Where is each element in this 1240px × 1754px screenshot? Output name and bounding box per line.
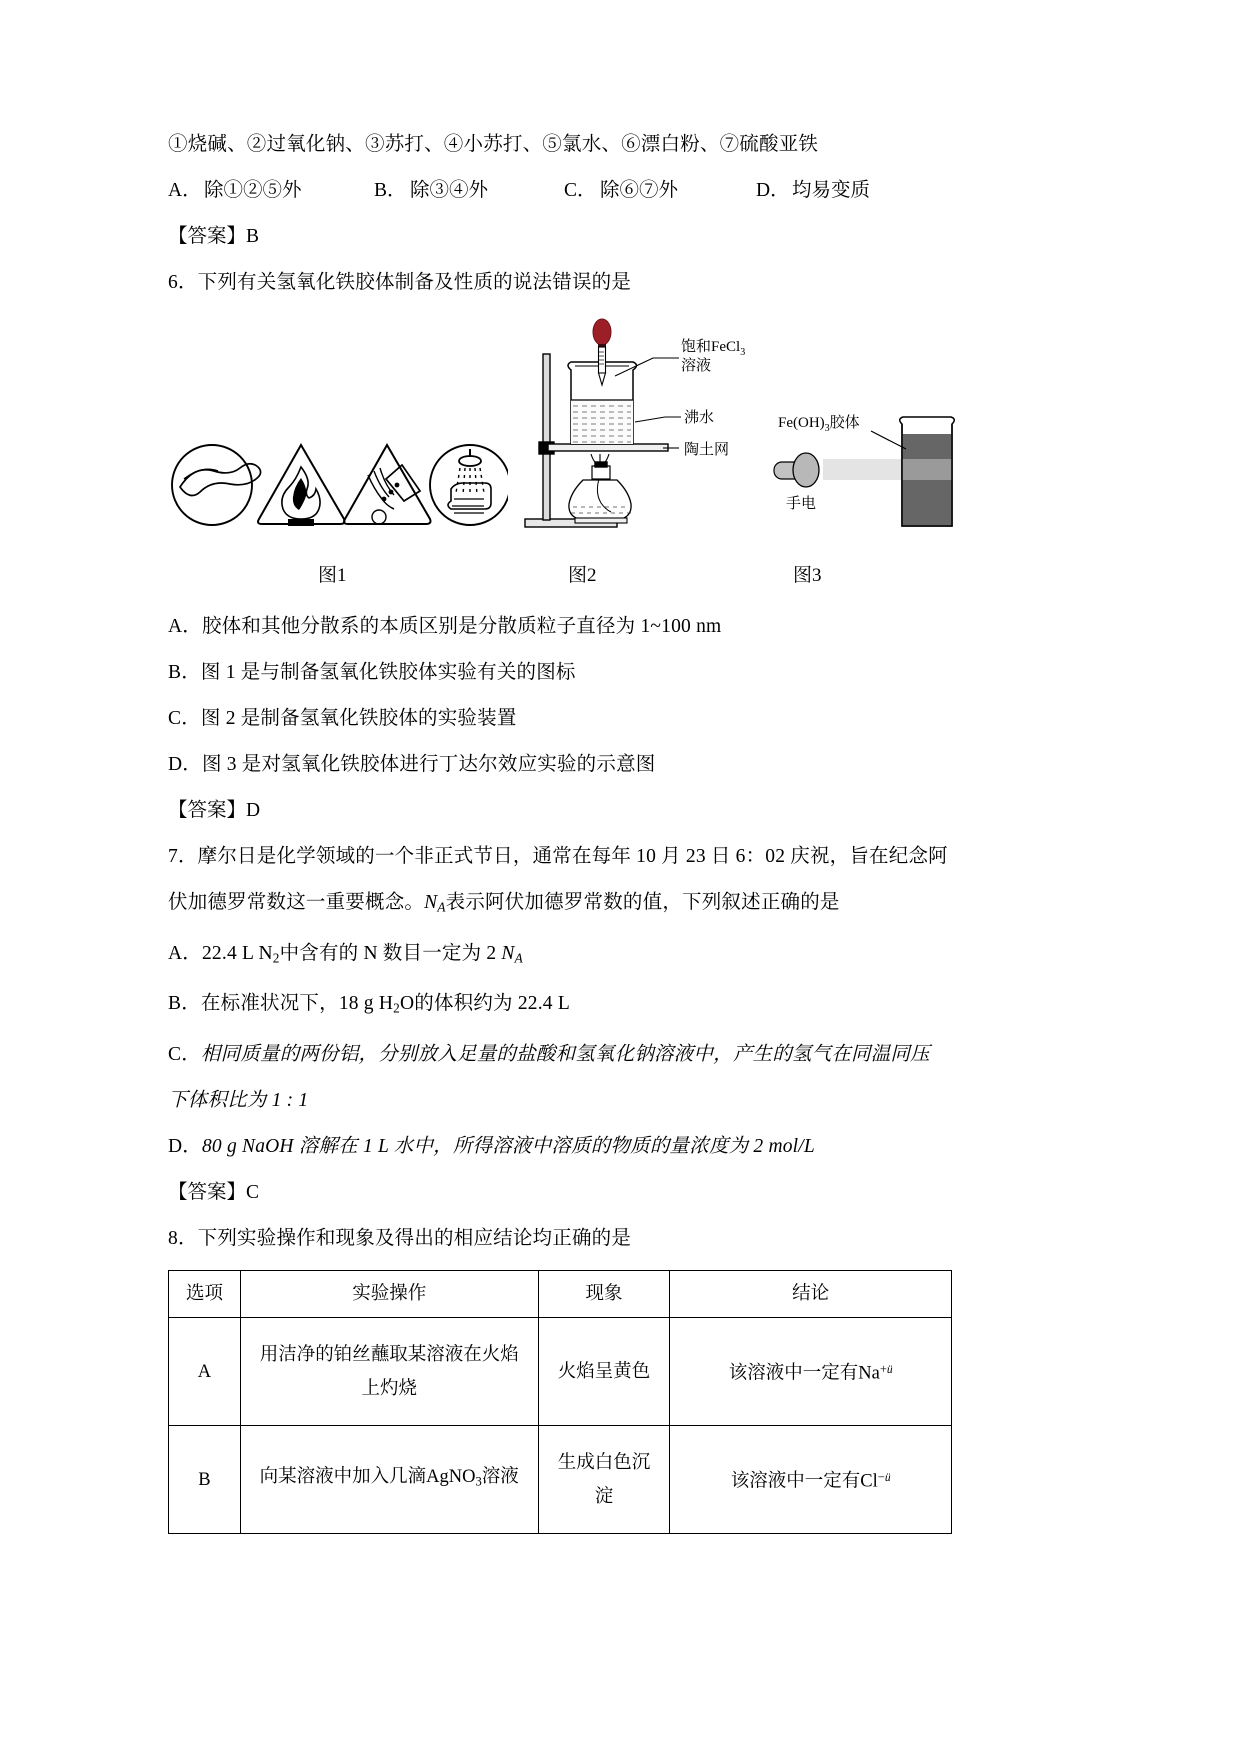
q6-number: 6． bbox=[168, 272, 198, 293]
alcohol-lamp bbox=[569, 454, 631, 523]
q7-answer-label: 【答案】 bbox=[168, 1182, 247, 1204]
q5-option-c-label: C． bbox=[564, 180, 597, 201]
safety-shower-icon bbox=[430, 445, 508, 525]
figure-2-caption: 图2 bbox=[568, 565, 597, 586]
q7-option-a bbox=[168, 931, 952, 982]
q6-figure-group bbox=[168, 310, 952, 560]
row-b-conclusion-text: 该溶液中一定有Cl bbox=[730, 1471, 878, 1492]
q6-answer-label: 【答案】 bbox=[168, 800, 247, 821]
q7-stem-2a: 伏加德罗常数这一重要概念。 bbox=[168, 892, 425, 913]
q6-option-b bbox=[168, 650, 952, 696]
q5-option-c-text: 除⑥⑦外 bbox=[600, 180, 679, 201]
open-flame-icon bbox=[258, 445, 345, 526]
q5-answer-label: 【答案】 bbox=[168, 226, 247, 247]
q5-answer-line bbox=[168, 214, 952, 260]
row-b-phenomenon-line2: 淀 bbox=[594, 1486, 614, 1507]
clay-net bbox=[548, 444, 668, 451]
q6-option-a-label: A． bbox=[168, 616, 202, 637]
label-boiling-water: 沸水 bbox=[684, 410, 715, 426]
q7-option-b-H-sub: 2 bbox=[393, 1001, 400, 1017]
row-a-option: A bbox=[169, 1318, 241, 1426]
q6-option-c-text: 图 2 是制备氢氧化铁胶体的实验装置 bbox=[200, 708, 517, 729]
q7-number: 7． bbox=[168, 846, 198, 867]
corrosive-hazard-icon bbox=[344, 445, 431, 524]
q6-stem-line bbox=[168, 260, 952, 306]
q5-option-d-label: D． bbox=[756, 180, 790, 201]
q7-option-c-label: C． bbox=[168, 1044, 201, 1066]
q6-option-a-text: 胶体和其他分散系的本质区别是分散质粒子直径为 1~100 nm bbox=[201, 616, 722, 637]
q6-option-d-text: 图 3 是对氢氧化铁胶体进行丁达尔效应实验的示意图 bbox=[201, 754, 656, 775]
table-header-option: 选项 bbox=[169, 1271, 241, 1318]
row-a-operation-line1: 用洁净的铂丝蘸取某溶液在火焰 bbox=[259, 1344, 519, 1365]
q7-option-d-label: D． bbox=[168, 1136, 202, 1158]
label-solution: 溶液 bbox=[681, 358, 712, 374]
q7-option-c-text1: 相同质量的两份铝，分别放入足量的盐酸和氢氧化钠溶液中，产生的氢气在同温同压 bbox=[200, 1044, 930, 1066]
stand-rod bbox=[543, 354, 550, 520]
leader-line-water bbox=[635, 417, 681, 422]
q7-option-c-line1 bbox=[168, 1032, 952, 1078]
q7-option-a-N2: N bbox=[258, 942, 273, 964]
row-b-operation bbox=[240, 1426, 538, 1534]
q6-answer-line bbox=[168, 788, 952, 834]
q7-option-a-NA: N bbox=[501, 942, 515, 964]
q7-answer-line bbox=[168, 1170, 952, 1216]
row-b-conclusion-note: ü bbox=[884, 1472, 891, 1485]
row-b-phenomenon bbox=[538, 1426, 670, 1534]
row-a-conclusion-text: 该溶液中一定有Na bbox=[728, 1363, 880, 1384]
row-b-option: B bbox=[169, 1426, 241, 1534]
q6-option-d bbox=[168, 742, 952, 788]
light-beam bbox=[823, 459, 905, 480]
row-a-conclusion-note: ü bbox=[886, 1364, 893, 1377]
row-a-conclusion bbox=[670, 1318, 952, 1426]
row-b-conclusion-charge: − bbox=[877, 1470, 885, 1485]
q7-stem-line-2 bbox=[168, 880, 952, 931]
q7-option-a-p1: 22.4 L bbox=[201, 942, 259, 964]
table-row bbox=[169, 1318, 952, 1426]
q5-option-d-text: 均易变质 bbox=[792, 180, 871, 201]
q6-option-b-text: 图 1 是与制备氢氧化铁胶体实验有关的图标 bbox=[200, 662, 576, 683]
row-b-phenomenon-line1: 生成白色沉 bbox=[557, 1452, 651, 1473]
q6-option-d-label: D． bbox=[168, 754, 202, 775]
q6-answer-value: D bbox=[246, 800, 261, 821]
q8-table bbox=[168, 1270, 952, 1534]
q6-option-c bbox=[168, 696, 952, 742]
q7-stem-line-1 bbox=[168, 834, 952, 880]
q7-option-b-H: H bbox=[378, 993, 394, 1015]
leader-line-colloid bbox=[871, 431, 906, 449]
q7-option-a-label: A． bbox=[168, 942, 202, 964]
figure-captions bbox=[168, 560, 952, 590]
q7-option-b-p1: 在标准状况下，18 g bbox=[200, 993, 379, 1015]
q7-option-a-p2: 中含有的 N 数目一定为 2 bbox=[279, 942, 502, 964]
q7-answer-value: C bbox=[246, 1182, 260, 1204]
row-a-phenomenon: 火焰呈黄色 bbox=[538, 1318, 670, 1426]
q7-option-b bbox=[168, 981, 952, 1032]
figure-3-caption: 图3 bbox=[793, 565, 822, 586]
table-row bbox=[169, 1426, 952, 1534]
figure-3-tyndall bbox=[768, 400, 958, 530]
colloid-beaker bbox=[900, 417, 955, 526]
q7-option-b-O: O bbox=[399, 993, 415, 1015]
q7-option-c-text2: 下体积比为 1 : 1 bbox=[168, 1090, 309, 1112]
q7-stem-2b: 表示阿伏加德罗常数的值，下列叙述正确的是 bbox=[445, 892, 840, 913]
table-header-phenomenon: 现象 bbox=[538, 1271, 670, 1318]
q7-option-d bbox=[168, 1124, 952, 1170]
q5-options-row bbox=[168, 168, 952, 214]
q6-stem: 下列有关氢氧化铁胶体制备及性质的说法错误的是 bbox=[197, 272, 632, 293]
label-feoh3-colloid: $Fe(OH)_3$胶体 bbox=[778, 415, 860, 434]
q6-option-a bbox=[168, 604, 952, 650]
row-b-operation-sub: 3 bbox=[475, 1474, 482, 1489]
q7-option-b-p2: 的体积约为 22.4 L bbox=[414, 993, 570, 1015]
row-b-operation-line1: 向某溶液中加入几滴AgNO bbox=[259, 1467, 476, 1488]
figure-2-apparatus bbox=[503, 318, 803, 533]
q7-option-d-text: 80 g NaOH 溶解在 1 L 水中，所得溶液中溶质的物质的量浓度为 2 mol/L bbox=[201, 1136, 815, 1158]
q6-option-c-label: C． bbox=[168, 708, 201, 729]
label-flashlight: 手电 bbox=[786, 496, 817, 512]
flashlight bbox=[774, 453, 819, 487]
row-a-operation-line2: 上灼烧 bbox=[361, 1378, 417, 1399]
row-b-operation-line1b: 溶液 bbox=[481, 1467, 519, 1488]
q5-option-b-label: B． bbox=[374, 180, 407, 201]
document-page bbox=[168, 0, 952, 1534]
q5-option-a-text: 除①②⑤外 bbox=[204, 180, 302, 201]
q5-option-b-text: 除③④外 bbox=[410, 180, 489, 201]
q5-option-a-label: A． bbox=[168, 180, 202, 201]
q7-option-a-NA-sub: A bbox=[514, 950, 523, 966]
q7-stem-1: 摩尔日是化学领域的一个非正式节日，通常在每年 10 月 23 日 6：02 庆祝，旨在纪念阿 bbox=[197, 846, 948, 867]
q7-symbol-N-sub: A bbox=[437, 899, 446, 915]
table-header-conclusion: 结论 bbox=[670, 1271, 952, 1318]
row-a-conclusion-charge: + bbox=[879, 1362, 887, 1377]
q8-number: 8． bbox=[168, 1228, 198, 1250]
q6-option-b-label: B． bbox=[168, 662, 201, 683]
row-b-conclusion bbox=[670, 1426, 952, 1534]
q5-items-line: ①烧碱、②过氧化钠、③苏打、④小苏打、⑤氯水、⑥漂白粉、⑦硫酸亚铁 bbox=[168, 134, 819, 155]
row-a-operation bbox=[240, 1318, 538, 1426]
q7-option-b-label: B． bbox=[168, 993, 201, 1015]
table-header-row bbox=[169, 1271, 952, 1318]
q7-option-a-N2-sub: 2 bbox=[272, 950, 280, 966]
label-clay-net: 陶土网 bbox=[684, 442, 730, 458]
q8-stem: 下列实验操作和现象及得出的相应结论均正确的是 bbox=[197, 1228, 632, 1250]
table-header-operation: 实验操作 bbox=[240, 1271, 538, 1318]
q7-symbol-N: N bbox=[424, 892, 438, 913]
label-saturated-fecl3: 饱和FeCl$_3$ bbox=[681, 339, 746, 358]
q5-answer-value: B bbox=[246, 226, 260, 247]
q7-option-c-line2 bbox=[168, 1078, 952, 1124]
q8-stem-line bbox=[168, 1216, 952, 1262]
eye-protection-icon bbox=[172, 445, 261, 525]
figure-1-caption: 图1 bbox=[318, 565, 347, 586]
figure-1-safety-icons bbox=[168, 435, 508, 530]
